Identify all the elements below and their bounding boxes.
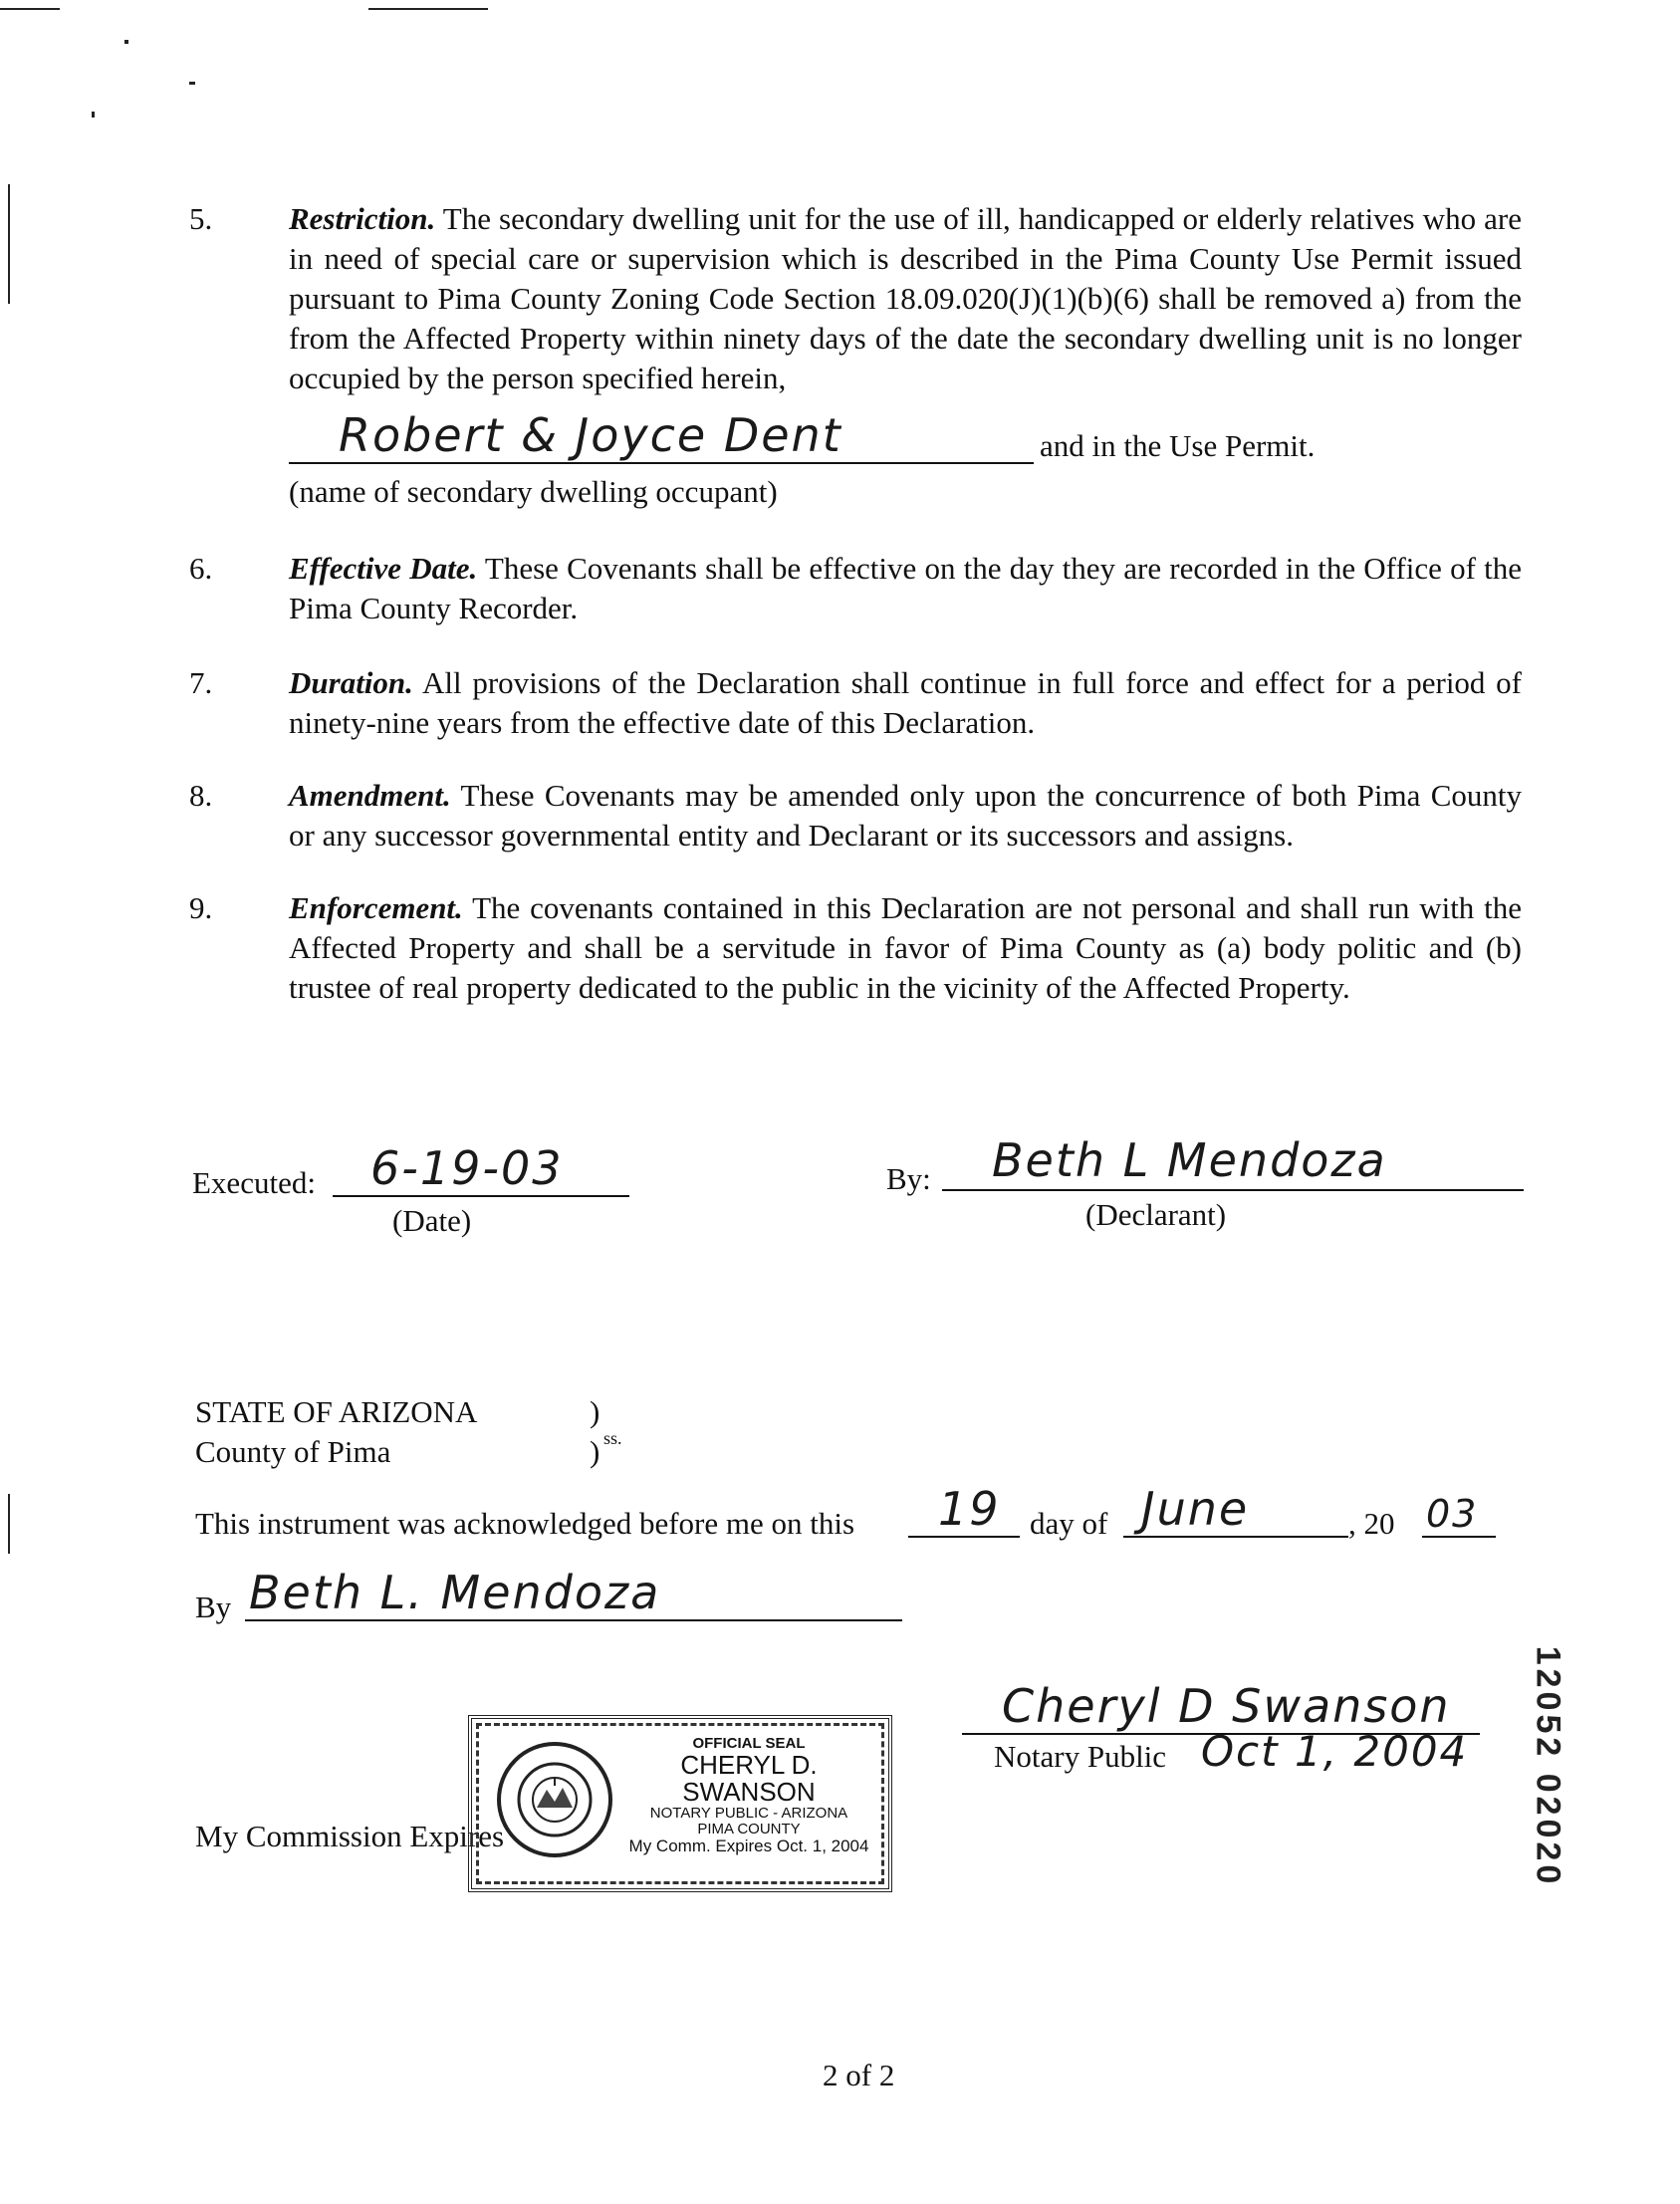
ack-by-label: By <box>195 1590 232 1624</box>
state-seal-icon <box>497 1742 612 1857</box>
commission-expiry-handwritten: Oct 1, 2004 <box>1201 1727 1469 1776</box>
clause-text: These Covenants shall be effective on the day they are recorded in the Office of the Pima County Recorder. <box>289 551 1522 625</box>
notary-seal <box>468 1715 892 1892</box>
commission-label: My Commission Expires <box>195 1819 505 1853</box>
ack-month: June <box>1141 1482 1250 1536</box>
ack-by-name: Beth L. Mendoza <box>249 1566 661 1619</box>
clause-text: All provisions of the Declaration shall continue in full force and effect for a period of ninety-nine years from the effective date of this Declaration. <box>289 665 1522 740</box>
clause-8 <box>189 776 1522 856</box>
clause-number: 8. <box>189 778 213 813</box>
executed-date-line <box>333 1135 629 1197</box>
clause-number: 6. <box>189 551 213 586</box>
occupant-caption: (name of secondary dwelling occupant) <box>289 474 778 509</box>
notary-signature-line <box>962 1673 1480 1735</box>
signature-line <box>908 1536 1020 1538</box>
clause-heading: Amendment. <box>289 778 451 813</box>
scan-artifact <box>8 184 10 304</box>
ack-day-line <box>908 1478 1020 1538</box>
ack-day: 19 <box>938 1482 1001 1536</box>
clause-text: The covenants contained in this Declaration are not personal and shall run with the Affected Property and shall be a servitude in favor of Pima County as (a) body politic and (b) trustee of real property dedicated to the public in the vicinity of the Affected Property. <box>289 890 1522 1005</box>
clause-number: 7. <box>189 665 213 700</box>
clause-heading: Restriction. <box>289 201 436 236</box>
seal-name: CHERYL D. SWANSON <box>680 1749 818 1808</box>
signature-line <box>1123 1536 1348 1538</box>
clause-5 <box>189 199 1522 398</box>
ack-year: 03 <box>1426 1492 1479 1536</box>
clause-text: The secondary dwelling unit for the use of ill, handicapped or elderly relatives who are in need of special care or supervision which is described in the Pima County Use Permit issued pursuant to Pima County Zoning Code Section 18.09.020(J)(1)(b)(6) shall be removed a) from the from the Affected Property within ninety days of the date the secondary dwelling unit is no longer occupied by the person specified herein, <box>289 201 1522 395</box>
occupant-name: Robert & Joyce Dent <box>339 408 842 462</box>
recording-number-wrapper <box>1518 1597 1577 1936</box>
clause-6 <box>189 549 1522 628</box>
signature-line <box>289 462 1034 464</box>
county-label: County of Pima <box>195 1434 391 1469</box>
signature-line <box>942 1189 1524 1191</box>
signature-line <box>333 1195 629 1197</box>
ack-prefix: This instrument was acknowledged before me on this <box>195 1506 855 1541</box>
ack-year-line <box>1422 1478 1496 1538</box>
notary-signature: Cheryl D Swanson <box>1002 1679 1451 1733</box>
bracket: ) <box>590 1434 600 1469</box>
executed-label: Executed: <box>192 1165 316 1200</box>
scan-artifact <box>368 8 488 10</box>
page-number: 2 of 2 <box>823 2058 895 2092</box>
clause-number: 9. <box>189 890 213 925</box>
scan-artifact <box>8 1494 10 1554</box>
seal-line: PIMA COUNTY <box>697 1821 801 1838</box>
state-label: STATE OF ARIZONA <box>195 1394 478 1429</box>
clause-heading: Duration. <box>289 665 413 700</box>
ack-by-line <box>245 1562 902 1621</box>
signature-line <box>1422 1536 1496 1538</box>
scan-artifact <box>92 112 95 118</box>
day-label: day of <box>1030 1506 1108 1541</box>
seal-line: OFFICIAL SEAL <box>692 1735 806 1752</box>
clause-heading: Enforcement. <box>289 890 463 925</box>
bracket: ) <box>590 1394 600 1429</box>
year-prefix: , 20 <box>1348 1506 1395 1541</box>
scan-artifact <box>189 82 195 85</box>
scan-artifact <box>124 40 128 44</box>
declarant-caption: (Declarant) <box>1085 1197 1227 1232</box>
clause-number: 5. <box>189 201 213 236</box>
seal-line: My Comm. Expires Oct. 1, 2004 <box>628 1836 869 1855</box>
occupant-suffix: and in the Use Permit. <box>1040 428 1316 463</box>
recording-number: 12052 02020 <box>1529 1645 1567 1888</box>
ack-month-line <box>1123 1478 1348 1538</box>
clause-7 <box>189 663 1522 743</box>
seal-line: NOTARY PUBLIC - ARIZONA <box>649 1805 848 1823</box>
clause-heading: Effective Date. <box>289 551 478 586</box>
scan-artifact <box>0 8 60 10</box>
declarant-signature: Beth L Mendoza <box>992 1133 1387 1187</box>
clause-9 <box>189 888 1522 1008</box>
signature-line <box>245 1619 902 1621</box>
occupant-name-line <box>289 402 1034 464</box>
executed-date: 6-19-03 <box>370 1141 564 1195</box>
ss-mark: ss. <box>603 1428 622 1448</box>
clause-text: These Covenants may be amended only upon the concurrence of both Pima County or any successor governmental entity and Declarant or its successors and assigns. <box>289 778 1522 853</box>
by-label: By: <box>886 1161 931 1196</box>
date-caption: (Date) <box>392 1203 472 1238</box>
notary-public-label: Notary Public <box>994 1739 1167 1774</box>
declarant-signature-line <box>942 1125 1524 1191</box>
